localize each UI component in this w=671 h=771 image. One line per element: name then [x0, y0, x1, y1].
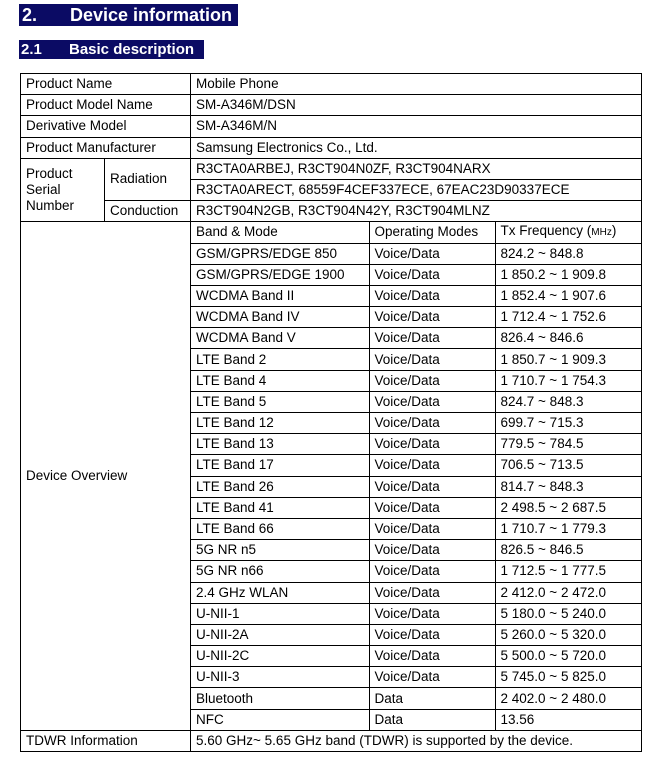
device-info-table [20, 73, 642, 752]
band-row [191, 624, 642, 645]
mode-cell: Voice/Data [369, 518, 495, 539]
table-row [21, 201, 642, 222]
row-label: Product Name [21, 74, 191, 95]
tdwr-label: TDWR Information [21, 730, 191, 751]
band-row [191, 285, 642, 306]
freq-cell: 779.5 ~ 784.5 [495, 434, 642, 455]
band-row [191, 582, 642, 603]
band-cell: LTE Band 13 [191, 434, 369, 455]
mode-cell: Voice/Data [369, 413, 495, 434]
row-value: Samsung Electronics Co., Ltd. [191, 137, 642, 158]
row-value: Mobile Phone [191, 74, 642, 95]
mode-cell: Voice/Data [369, 561, 495, 582]
mode-cell: Voice/Data [369, 285, 495, 306]
freq-cell: 2 402.0 ~ 2 480.0 [495, 688, 642, 709]
band-cell: U-NII-2A [191, 624, 369, 645]
subsection-number: 2.1 [21, 41, 42, 58]
row-label: Product Model Name [21, 95, 191, 116]
freq-cell: 814.7 ~ 848.3 [495, 476, 642, 497]
band-row [191, 243, 642, 264]
freq-cell: 2 498.5 ~ 2 687.5 [495, 497, 642, 518]
band-cell: WCDMA Band II [191, 285, 369, 306]
freq-cell: 824.2 ~ 848.8 [495, 243, 642, 264]
band-cell: LTE Band 41 [191, 497, 369, 518]
mode-cell: Voice/Data [369, 582, 495, 603]
mode-cell: Voice/Data [369, 391, 495, 412]
conduction-value: R3CT904N2GB, R3CT904N42Y, R3CT904MLNZ [191, 201, 642, 222]
band-table [191, 222, 642, 730]
band-row [191, 264, 642, 285]
band-cell: LTE Band 5 [191, 391, 369, 412]
freq-header: Tx Frequency (MHz) [495, 222, 642, 243]
table-row [21, 95, 642, 116]
band-row [191, 307, 642, 328]
band-row [191, 391, 642, 412]
table-row [21, 730, 642, 751]
band-cell: 2.4 GHz WLAN [191, 582, 369, 603]
radiation-value: R3CTA0ARECT, 68559F4CEF337ECE, 67EAC23D90337ECE [191, 179, 642, 200]
radiation-value: R3CTA0ARBEJ, R3CT904N0ZF, R3CT904NARX [191, 158, 642, 179]
freq-cell: 5 180.0 ~ 5 240.0 [495, 603, 642, 624]
mode-cell: Voice/Data [369, 328, 495, 349]
freq-cell: 13.56 [500, 711, 535, 727]
table-row [21, 74, 642, 95]
band-header: Band & Mode [191, 222, 369, 243]
band-row [191, 434, 642, 455]
band-row [191, 540, 642, 561]
row-label: Derivative Model [21, 116, 191, 137]
band-cell: LTE Band 66 [191, 518, 369, 539]
freq-cell: 5 500.0 ~ 5 720.0 [495, 646, 642, 667]
band-cell: LTE Band 2 [191, 349, 369, 370]
band-cell: LTE Band 26 [191, 476, 369, 497]
band-row [191, 476, 642, 497]
band-row [191, 646, 642, 667]
freq-cell: 826.5 ~ 846.5 [495, 540, 642, 561]
section-title: Device information [70, 5, 233, 25]
band-cell: NFC [191, 709, 369, 730]
tdwr-value: 5.60 GHz~ 5.65 GHz band (TDWR) is supported by the device. [191, 730, 642, 751]
mode-cell: Voice/Data [369, 476, 495, 497]
band-header-row [191, 222, 642, 243]
row-label: Product Manufacturer [21, 137, 191, 158]
band-cell: Bluetooth [191, 688, 369, 709]
band-row [191, 455, 642, 476]
band-cell: GSM/GPRS/EDGE 850 [191, 243, 369, 264]
freq-cell: 706.5 ~ 713.5 [495, 455, 642, 476]
mode-cell: Voice/Data [369, 646, 495, 667]
mode-cell: Voice/Data [369, 243, 495, 264]
overview-cell [191, 222, 642, 731]
freq-cell: 5 260.0 ~ 5 320.0 [495, 624, 642, 645]
conduction-label: Conduction [105, 201, 191, 222]
section-number: 2. [22, 5, 38, 25]
mode-cell: Voice/Data [369, 370, 495, 391]
mode-cell: Voice/Data [369, 455, 495, 476]
serial-label: Product Serial Number [21, 158, 105, 222]
mode-cell: Data [369, 709, 495, 730]
mode-cell: Voice/Data [369, 349, 495, 370]
mode-cell: Voice/Data [369, 603, 495, 624]
section-heading [19, 4, 238, 26]
band-row [191, 603, 642, 624]
row-value: SM-A346M/N [191, 116, 642, 137]
band-cell: WCDMA Band V [191, 328, 369, 349]
table-row [21, 222, 642, 731]
subsection-heading [19, 40, 204, 59]
freq-cell: 824.7 ~ 848.3 [495, 391, 642, 412]
band-cell: U-NII-2C [191, 646, 369, 667]
band-cell: 5G NR n5 [191, 540, 369, 561]
table-row [21, 137, 642, 158]
band-row [191, 688, 642, 709]
mode-cell: Voice/Data [369, 264, 495, 285]
freq-cell: 1 850.2 ~ 1 909.8 [495, 264, 642, 285]
mode-cell: Voice/Data [369, 497, 495, 518]
table-row [21, 158, 642, 179]
band-cell: WCDMA Band IV [191, 307, 369, 328]
band-row [191, 328, 642, 349]
band-row [191, 667, 642, 688]
row-value: SM-A346M/DSN [191, 95, 642, 116]
freq-cell: 1 712.5 ~ 1 777.5 [495, 561, 642, 582]
band-cell: U-NII-1 [191, 603, 369, 624]
freq-cell: 1 710.7 ~ 1 754.3 [495, 370, 642, 391]
band-row [191, 370, 642, 391]
band-row [191, 518, 642, 539]
band-row [191, 413, 642, 434]
mode-header: Operating Modes [369, 222, 495, 243]
freq-cell: 1 850.7 ~ 1 909.3 [495, 349, 642, 370]
mode-cell: Voice/Data [369, 540, 495, 561]
band-cell: LTE Band 17 [191, 455, 369, 476]
band-cell: U-NII-3 [191, 667, 369, 688]
mode-cell: Voice/Data [369, 624, 495, 645]
freq-cell: 826.4 ~ 846.6 [495, 328, 642, 349]
table-row [21, 116, 642, 137]
radiation-label: Radiation [105, 158, 191, 200]
band-row [191, 561, 642, 582]
freq-cell: 5 745.0 ~ 5 825.0 [495, 667, 642, 688]
freq-cell: 1 852.4 ~ 1 907.6 [495, 285, 642, 306]
freq-cell: 699.7 ~ 715.3 [495, 413, 642, 434]
band-cell: LTE Band 4 [191, 370, 369, 391]
mode-cell: Voice/Data [369, 667, 495, 688]
band-row [191, 497, 642, 518]
subsection-title: Basic description [69, 41, 195, 58]
mode-cell: Voice/Data [369, 307, 495, 328]
freq-cell: 2 412.0 ~ 2 472.0 [495, 582, 642, 603]
band-cell: 5G NR n66 [191, 561, 369, 582]
freq-cell: 1 710.7 ~ 1 779.3 [495, 518, 642, 539]
band-cell: GSM/GPRS/EDGE 1900 [191, 264, 369, 285]
mode-cell: Voice/Data [369, 434, 495, 455]
mode-cell: Data [369, 688, 495, 709]
band-row [191, 349, 642, 370]
band-cell: LTE Band 12 [191, 413, 369, 434]
freq-cell: 1 712.4 ~ 1 752.6 [495, 307, 642, 328]
overview-label: Device Overview [21, 222, 191, 731]
band-row [191, 709, 642, 730]
